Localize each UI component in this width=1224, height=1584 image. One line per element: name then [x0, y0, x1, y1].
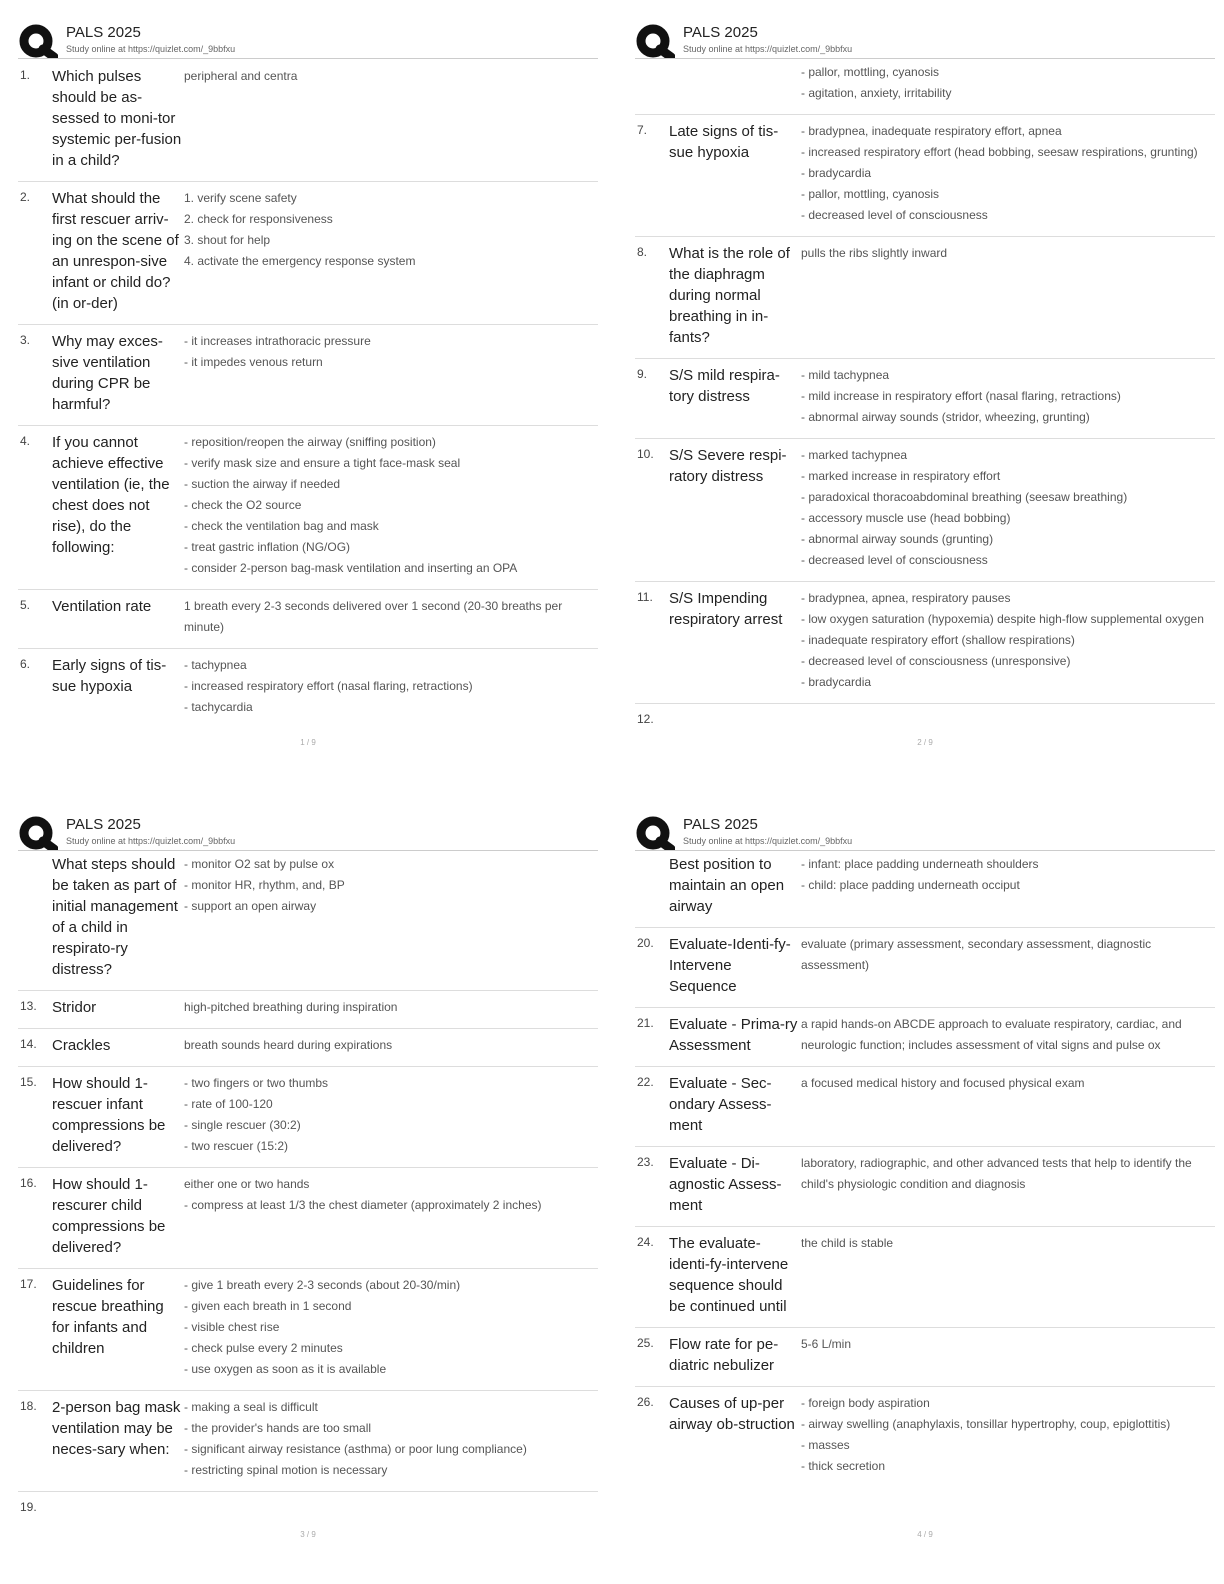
card-number: 14. [20, 1037, 37, 1051]
page-number: 2 / 9 [917, 738, 933, 747]
card-term: How should 1-rescurer child compressions be delivered? [52, 1176, 166, 1256]
card-number: 10. [637, 447, 654, 461]
card-definition: 1. verify scene safety 2. check for responsiveness 3. shout for help 4. activate the emergency response system [184, 191, 416, 268]
card-row [18, 852, 598, 991]
page-number: 3 / 9 [300, 1530, 316, 1539]
card-number: 1. [20, 68, 31, 82]
card-definition: - making a seal is difficult - the provider's hands are too small - significant airway resistance (asthma) or poor lung compliance) - restricting spinal motion is necessary [184, 1400, 527, 1477]
page-number: 1 / 9 [300, 738, 316, 747]
card-definition: - give 1 breath every 2-3 seconds (about 20-30/min) - given each breath in 1 second - visible chest rise - check pulse every 2 minutes - use oxygen as soon as it is available [184, 1278, 461, 1376]
card-definition: - two fingers or two thumbs - rate of 100-120 - single rescuer (30:2) - two rescuer (15:2) [184, 1076, 329, 1153]
card-term: Why may exces-sive ventilation during CPR be harmful? [52, 333, 163, 413]
card-number: 13. [20, 999, 37, 1013]
card-row [18, 590, 598, 649]
card-term: Evaluate - Prima-ry Assessment [669, 1016, 798, 1054]
card-row [635, 704, 1215, 736]
card-term: Evaluate - Di-agnostic Assess-ment [669, 1155, 782, 1214]
card-term: What steps should be taken as part of initial management of a child in respirato-ry distress? [52, 856, 178, 978]
page-3 [18, 812, 598, 1524]
card-term: Late signs of tis-sue hypoxia [669, 123, 779, 161]
card-number: 6. [20, 657, 31, 671]
page-4 [635, 812, 1215, 1487]
header-title: PALS 2025 [66, 816, 141, 833]
card-number: 16. [20, 1176, 37, 1190]
card-term [669, 62, 799, 104]
card-definition: - marked tachypnea - marked increase in respiratory effort - paradoxical thoracoabdominal breathing (seesaw breathing) - accessory muscle use (head bobbing) - abnormal airway sounds (grunting) - decreased level of consciousness [801, 448, 1128, 567]
card-list [635, 852, 1215, 1487]
card-term: Best position to maintain an open airway [669, 856, 785, 915]
card-definition [799, 710, 1215, 726]
card-number [635, 62, 669, 104]
card-row [18, 1067, 598, 1168]
card-term: Evaluate - Sec-ondary Assess-ment [669, 1075, 772, 1134]
card-number: 8. [637, 245, 648, 259]
card-number: 18. [20, 1399, 37, 1413]
card-row [635, 582, 1215, 704]
card-definition [182, 1498, 598, 1514]
card-number: 3. [20, 333, 31, 347]
card-term: S/S mild respira-tory distress [669, 367, 780, 405]
card-number: 7. [637, 123, 648, 137]
card-number: 11. [637, 590, 653, 604]
header-study-link[interactable]: Study online at https://quizlet.com/_9bbfxu [683, 836, 853, 846]
card-definition: a focused medical history and focused physical exam [801, 1076, 1085, 1090]
card-list [18, 852, 598, 1524]
card-term: Ventilation rate [52, 598, 152, 615]
card-number: 21. [637, 1016, 654, 1030]
card-term: The evaluate-identi-fy-intervene sequence should be continued until [669, 1235, 789, 1315]
page-1 [18, 20, 598, 728]
quizlet-logo-icon [635, 24, 675, 58]
card-definition: - reposition/reopen the airway (sniffing position) - verify mask size and ensure a tight face-mask seal - suction the airway if needed - check the O2 source - check the ventilation bag and mask - treat gastric inflation (NG/OG) - consider 2-person bag-mask ventilation and inserting an OPA [184, 435, 518, 575]
card-term: Flow rate for pe-diatric nebulizer [669, 1336, 779, 1374]
card-number [18, 854, 52, 980]
card-definition: - bradypnea, inadequate respiratory effort, apnea - increased respiratory effort (head bobbing, seesaw respirations, grunting) - bradycardia - pallor, mottling, cyanosis - decreased level of consciousness [801, 124, 1198, 222]
card-term: If you cannot achieve effective ventilation (ie, the chest does not rise), do the following: [52, 434, 170, 556]
card-row [18, 60, 598, 182]
page-header [18, 812, 598, 848]
card-definition: breath sounds heard during expirations [184, 1038, 393, 1052]
card-term: Early signs of tis-sue hypoxia [52, 657, 167, 695]
card-number: 9. [637, 367, 648, 381]
page-number: 4 / 9 [917, 1530, 933, 1539]
header-study-link[interactable]: Study online at https://quizlet.com/_9bbfxu [66, 44, 236, 54]
card-number: 12. [637, 712, 654, 726]
card-definition: a rapid hands-on ABCDE approach to evaluate respiratory, cardiac, and neurologic function; includes assessment of vital signs and pulse ox [801, 1017, 1182, 1052]
card-definition: - it increases intrathoracic pressure - it impedes venous return [184, 334, 371, 369]
card-term: Crackles [52, 1037, 111, 1054]
card-definition: - pallor, mottling, cyanosis - agitation, anxiety, irritability [801, 65, 952, 100]
card-number: 24. [637, 1235, 654, 1249]
card-row [635, 359, 1215, 439]
card-row [18, 325, 598, 426]
card-row [635, 928, 1215, 1008]
card-row [635, 60, 1215, 115]
card-row [635, 1328, 1215, 1387]
header-title: PALS 2025 [683, 816, 758, 833]
card-term: What is the role of the diaphragm during normal breathing in in-fants? [669, 245, 790, 346]
page-header [18, 20, 598, 56]
card-row [635, 1227, 1215, 1328]
card-definition: - mild tachypnea - mild increase in respiratory effort (nasal flaring, retractions) - abnormal airway sounds (stridor, wheezing, grunting) [801, 368, 1121, 424]
card-definition: - foreign body aspiration - airway swelling (anaphylaxis, tonsillar hypertrophy, coup, epiglottitis) - masses - thick secretion [801, 1396, 1171, 1473]
page-header [635, 20, 1215, 56]
card-term: Evaluate-Identi-fy-Intervene Sequence [669, 936, 791, 995]
card-row [18, 182, 598, 325]
card-term: S/S Impending respiratory arrest [669, 590, 783, 628]
card-term: Stridor [52, 999, 97, 1016]
card-row [18, 1391, 598, 1492]
card-row [635, 237, 1215, 359]
card-number: 20. [637, 936, 654, 950]
card-row [635, 1008, 1215, 1067]
card-term: Which pulses should be as-sessed to moni-tor systemic per-fusion in a child? [52, 68, 182, 169]
card-row [635, 1387, 1215, 1487]
card-definition: - bradypnea, apnea, respiratory pauses - low oxygen saturation (hypoxemia) despite high-flow supplemental oxygen - inadequate respiratory effort (shallow respirations) - decreased level of consciousness (unresponsive) - bradycardia [801, 591, 1204, 689]
card-definition: 5-6 L/min [801, 1337, 852, 1351]
card-number: 19. [20, 1500, 37, 1514]
card-term: How should 1-rescuer infant compressions be delivered? [52, 1075, 166, 1155]
card-term: What should the first rescuer arriv-ing on the scene of an unrespon-sive infant or child do? (in or-der) [52, 190, 179, 312]
card-number: 22. [637, 1075, 654, 1089]
card-row [635, 1067, 1215, 1147]
card-row [635, 115, 1215, 237]
card-row [635, 852, 1215, 928]
card-definition: 1 breath every 2-3 seconds delivered over 1 second (20-30 breaths per minute) [184, 599, 563, 634]
card-number: 15. [20, 1075, 37, 1089]
quizlet-logo-icon [18, 24, 58, 58]
card-term [669, 710, 799, 726]
card-number: 5. [20, 598, 31, 612]
card-row [635, 1147, 1215, 1227]
card-number: 26. [637, 1395, 654, 1409]
quizlet-logo-icon [635, 816, 675, 850]
card-definition: - infant: place padding underneath shoulders - child: place padding underneath occiput [801, 857, 1039, 892]
card-term: Causes of up-per airway ob-struction [669, 1395, 795, 1433]
card-row [18, 1168, 598, 1269]
card-list [635, 60, 1215, 736]
card-list [18, 60, 598, 728]
page-2 [635, 20, 1215, 736]
card-term: Guidelines for rescue breathing for infants and children [52, 1277, 164, 1357]
card-row [18, 1269, 598, 1391]
card-number [635, 854, 669, 917]
card-definition: the child is stable [801, 1236, 894, 1250]
card-definition: peripheral and centra [184, 69, 298, 83]
card-row [18, 991, 598, 1029]
card-definition: pulls the ribs slightly inward [801, 246, 948, 260]
header-study-link[interactable]: Study online at https://quizlet.com/_9bbfxu [683, 44, 853, 54]
page-header [635, 812, 1215, 848]
header-title: PALS 2025 [683, 24, 758, 41]
card-row [18, 649, 598, 728]
card-row [18, 1492, 598, 1524]
quizlet-logo-icon [18, 816, 58, 850]
card-term: 2-person bag mask ventilation may be neces-sary when: [52, 1399, 181, 1458]
card-term [52, 1498, 182, 1514]
card-term: S/S Severe respi-ratory distress [669, 447, 787, 485]
card-definition: - monitor O2 sat by pulse ox - monitor HR, rhythm, and, BP - support an open airway [184, 857, 345, 913]
card-definition: laboratory, radiographic, and other advanced tests that help to identify the child's physiologic condition and diagnosis [801, 1156, 1192, 1191]
card-definition: evaluate (primary assessment, secondary assessment, diagnostic assessment) [801, 937, 1152, 972]
card-definition: high-pitched breathing during inspiration [184, 1000, 398, 1014]
card-number: 17. [20, 1277, 37, 1291]
card-definition: either one or two hands - compress at least 1/3 the chest diameter (approximately 2 inches) [184, 1177, 542, 1212]
card-number: 23. [637, 1155, 654, 1169]
card-number: 25. [637, 1336, 654, 1350]
card-row [18, 426, 598, 590]
card-definition: - tachypnea - increased respiratory effort (nasal flaring, retractions) - tachycardia [184, 658, 473, 714]
header-title: PALS 2025 [66, 24, 141, 41]
card-number: 2. [20, 190, 31, 204]
card-row [18, 1029, 598, 1067]
card-number: 4. [20, 434, 31, 448]
card-row [635, 439, 1215, 582]
header-study-link[interactable]: Study online at https://quizlet.com/_9bbfxu [66, 836, 236, 846]
